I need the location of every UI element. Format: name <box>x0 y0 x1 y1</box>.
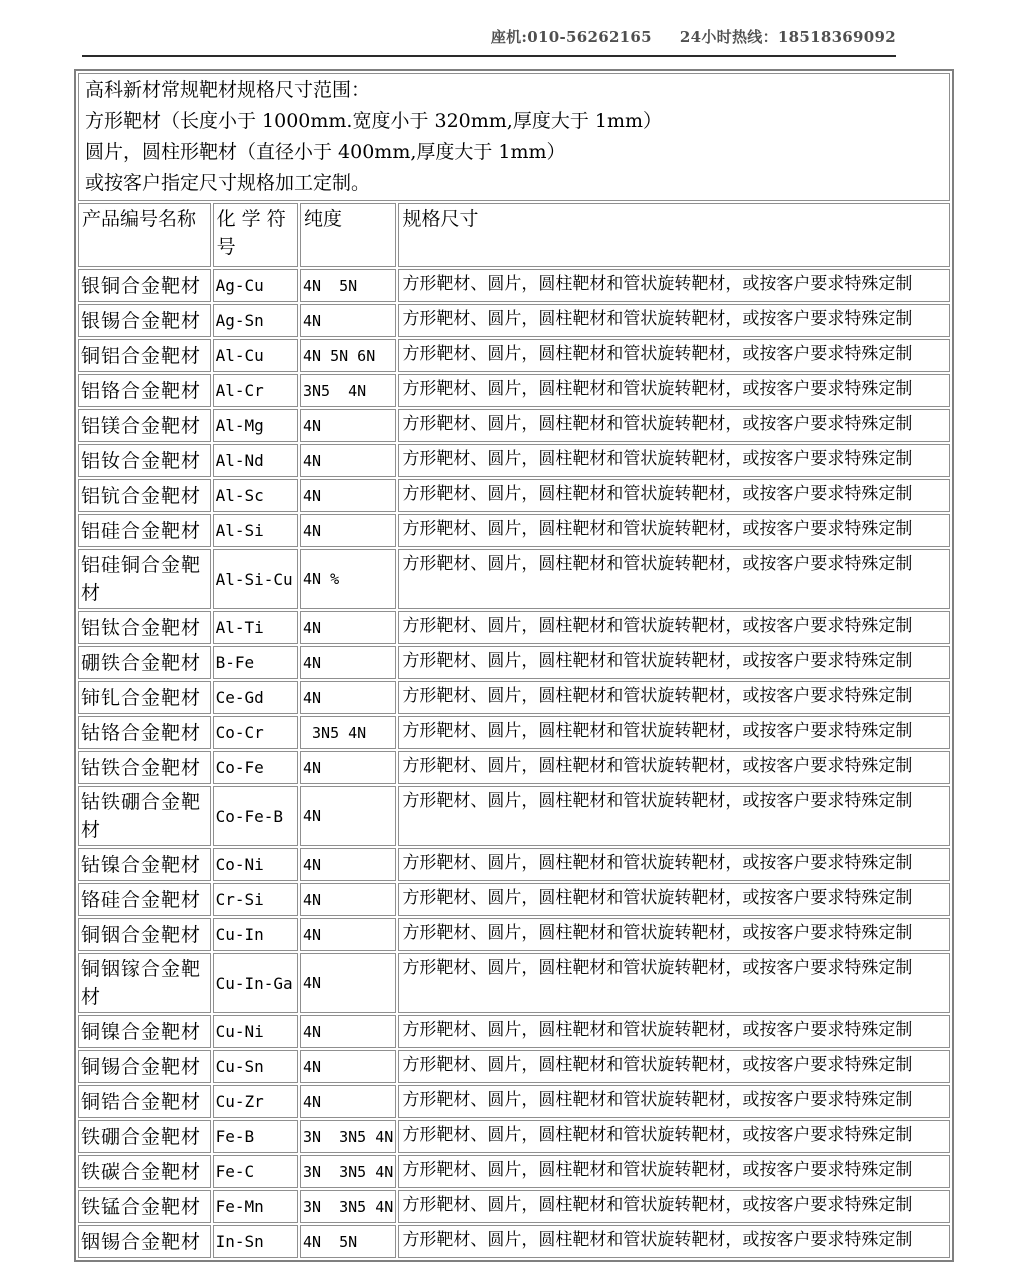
content-area <box>74 69 1024 1262</box>
table-row <box>78 1085 950 1118</box>
product-name-cell: 铜镍合金靶材 <box>78 1015 211 1048</box>
intro-line: 圆片，圆柱形靶材（直径小于 400mm,厚度大于 1mm） <box>85 141 566 163</box>
table-row <box>78 1155 950 1188</box>
purity-cell: 4N <box>300 1050 396 1083</box>
product-name-cell: 铝硅合金靶材 <box>78 514 211 547</box>
product-name-cell: 硼铁合金靶材 <box>78 646 211 679</box>
spec-size-cell: 方形靶材、圆片，圆柱靶材和管状旋转靶材，或按客户要求特殊定制 <box>398 409 950 442</box>
product-name-cell: 钴铁合金靶材 <box>78 751 211 784</box>
product-name-cell: 铜铟合金靶材 <box>78 918 211 951</box>
chemical-symbol-cell: Cu-Sn <box>213 1050 298 1083</box>
chemical-symbol-cell: Cu-In <box>213 918 298 951</box>
chemical-symbol-cell: Al-Si-Cu <box>213 549 298 609</box>
target-table-body <box>78 269 950 1258</box>
product-name-cell: 铝钪合金靶材 <box>78 479 211 512</box>
purity-cell: 4N <box>300 786 396 846</box>
spec-size-cell: 方形靶材、圆片，圆柱靶材和管状旋转靶材，或按客户要求特殊定制 <box>398 444 950 477</box>
purity-cell: 4N 5N <box>300 1225 396 1258</box>
table-row <box>78 751 950 784</box>
chemical-symbol-cell: Fe-Mn <box>213 1190 298 1223</box>
table-row <box>78 786 950 846</box>
intro-row <box>78 73 950 201</box>
landline-number: 座机:010-56262165 <box>490 28 652 46</box>
chemical-symbol-cell: In-Sn <box>213 1225 298 1258</box>
table-row <box>78 1015 950 1048</box>
chemical-symbol-cell: Cu-In-Ga <box>213 953 298 1013</box>
spec-size-cell: 方形靶材、圆片，圆柱靶材和管状旋转靶材，或按客户要求特殊定制 <box>398 611 950 644</box>
header-product-name: 产品编号名称 <box>78 203 211 267</box>
product-name-cell: 铁锰合金靶材 <box>78 1190 211 1223</box>
chemical-symbol-cell: Co-Ni <box>213 848 298 881</box>
chemical-symbol-cell: Al-Cr <box>213 374 298 407</box>
product-name-cell: 铬硅合金靶材 <box>78 883 211 916</box>
table-row <box>78 1190 950 1223</box>
chemical-symbol-cell: B-Fe <box>213 646 298 679</box>
table-row <box>78 716 950 749</box>
table-row <box>78 339 950 372</box>
spec-size-cell: 方形靶材、圆片，圆柱靶材和管状旋转靶材，或按客户要求特殊定制 <box>398 953 950 1013</box>
product-name-cell: 铜锆合金靶材 <box>78 1085 211 1118</box>
chemical-symbol-cell: Co-Cr <box>213 716 298 749</box>
purity-cell: 4N <box>300 479 396 512</box>
purity-cell: 4N <box>300 611 396 644</box>
purity-cell: 4N <box>300 918 396 951</box>
purity-cell: 4N <box>300 848 396 881</box>
purity-cell: 4N <box>300 1085 396 1118</box>
table-row <box>78 1050 950 1083</box>
purity-cell: 3N5 4N <box>300 716 396 749</box>
purity-cell: 4N <box>300 646 396 679</box>
spec-size-cell: 方形靶材、圆片，圆柱靶材和管状旋转靶材，或按客户要求特殊定制 <box>398 786 950 846</box>
product-name-cell: 铝钛合金靶材 <box>78 611 211 644</box>
hotline-number: 24小时热线：18518369092 <box>679 28 896 46</box>
table-row <box>78 953 950 1013</box>
chemical-symbol-cell: Fe-C <box>213 1155 298 1188</box>
header-chemical-symbol: 化 学 符 号 <box>213 203 298 267</box>
table-row <box>78 646 950 679</box>
chemical-symbol-cell: Al-Nd <box>213 444 298 477</box>
chemical-symbol-cell: Co-Fe-B <box>213 786 298 846</box>
spec-size-cell: 方形靶材、圆片，圆柱靶材和管状旋转靶材，或按客户要求特殊定制 <box>398 751 950 784</box>
purity-cell: 4N <box>300 304 396 337</box>
target-spec-table <box>74 69 954 1262</box>
product-name-cell: 铜锡合金靶材 <box>78 1050 211 1083</box>
header-spec-size: 规格尺寸 <box>398 203 950 267</box>
spec-size-cell: 方形靶材、圆片，圆柱靶材和管状旋转靶材，或按客户要求特殊定制 <box>398 1155 950 1188</box>
product-name-cell: 铟锡合金靶材 <box>78 1225 211 1258</box>
spec-size-cell: 方形靶材、圆片，圆柱靶材和管状旋转靶材，或按客户要求特殊定制 <box>398 1015 950 1048</box>
page <box>0 26 1024 1262</box>
spec-size-cell: 方形靶材、圆片，圆柱靶材和管状旋转靶材，或按客户要求特殊定制 <box>398 514 950 547</box>
product-name-cell: 铜铝合金靶材 <box>78 339 211 372</box>
table-row <box>78 681 950 714</box>
product-name-cell: 铈钆合金靶材 <box>78 681 211 714</box>
product-name-cell: 钴铬合金靶材 <box>78 716 211 749</box>
chemical-symbol-cell: Cu-Zr <box>213 1085 298 1118</box>
table-row <box>78 269 950 302</box>
product-name-cell: 银锡合金靶材 <box>78 304 211 337</box>
table-row <box>78 611 950 644</box>
product-name-cell: 钴铁硼合金靶材 <box>78 786 211 846</box>
product-name-cell: 银铜合金靶材 <box>78 269 211 302</box>
table-row <box>78 304 950 337</box>
purity-cell: 4N <box>300 953 396 1013</box>
table-row <box>78 918 950 951</box>
table-row <box>78 514 950 547</box>
product-name-cell: 铁硼合金靶材 <box>78 1120 211 1153</box>
table-row <box>78 848 950 881</box>
chemical-symbol-cell: Al-Mg <box>213 409 298 442</box>
purity-cell: 4N <box>300 1015 396 1048</box>
product-name-cell: 钴镍合金靶材 <box>78 848 211 881</box>
spec-size-cell: 方形靶材、圆片，圆柱靶材和管状旋转靶材，或按客户要求特殊定制 <box>398 1085 950 1118</box>
spec-size-cell: 方形靶材、圆片，圆柱靶材和管状旋转靶材，或按客户要求特殊定制 <box>398 479 950 512</box>
header-row <box>78 203 950 267</box>
spec-size-cell: 方形靶材、圆片，圆柱靶材和管状旋转靶材，或按客户要求特殊定制 <box>398 1190 950 1223</box>
product-name-cell: 铝硅铜合金靶材 <box>78 549 211 609</box>
chemical-symbol-cell: Ag-Cu <box>213 269 298 302</box>
purity-cell: 4N <box>300 883 396 916</box>
spec-size-cell: 方形靶材、圆片，圆柱靶材和管状旋转靶材，或按客户要求特殊定制 <box>398 1120 950 1153</box>
table-row <box>78 374 950 407</box>
spec-size-cell: 方形靶材、圆片，圆柱靶材和管状旋转靶材，或按客户要求特殊定制 <box>398 848 950 881</box>
product-name-cell: 铁碳合金靶材 <box>78 1155 211 1188</box>
chemical-symbol-cell: Co-Fe <box>213 751 298 784</box>
product-name-cell: 铜铟镓合金靶材 <box>78 953 211 1013</box>
product-name-cell: 铝铬合金靶材 <box>78 374 211 407</box>
table-row <box>78 479 950 512</box>
purity-cell: 4N <box>300 409 396 442</box>
spec-size-cell: 方形靶材、圆片，圆柱靶材和管状旋转靶材，或按客户要求特殊定制 <box>398 1225 950 1258</box>
chemical-symbol-cell: Ag-Sn <box>213 304 298 337</box>
chemical-symbol-cell: Cu-Ni <box>213 1015 298 1048</box>
spec-size-cell: 方形靶材、圆片，圆柱靶材和管状旋转靶材，或按客户要求特殊定制 <box>398 716 950 749</box>
table-row <box>78 1120 950 1153</box>
table-row <box>78 1225 950 1258</box>
purity-cell: 4N 5N 6N <box>300 339 396 372</box>
spec-size-cell: 方形靶材、圆片，圆柱靶材和管状旋转靶材，或按客户要求特殊定制 <box>398 646 950 679</box>
purity-cell: 3N 3N5 4N <box>300 1190 396 1223</box>
chemical-symbol-cell: Cr-Si <box>213 883 298 916</box>
chemical-symbol-cell: Fe-B <box>213 1120 298 1153</box>
divider-line <box>82 55 896 57</box>
purity-cell: 4N <box>300 681 396 714</box>
intro-line: 高科新材常规靶材规格尺寸范围： <box>85 79 371 101</box>
table-row <box>78 549 950 609</box>
spec-size-cell: 方形靶材、圆片，圆柱靶材和管状旋转靶材，或按客户要求特殊定制 <box>398 269 950 302</box>
purity-cell: 4N 5N <box>300 269 396 302</box>
intro-cell <box>78 73 950 201</box>
table-row <box>78 883 950 916</box>
table-row <box>78 444 950 477</box>
intro-line: 方形靶材（长度小于 1000mm.宽度小于 320mm,厚度大于 1mm） <box>85 110 663 132</box>
spec-size-cell: 方形靶材、圆片，圆柱靶材和管状旋转靶材，或按客户要求特殊定制 <box>398 304 950 337</box>
contact-bar <box>82 26 896 47</box>
purity-cell: 3N 3N5 4N <box>300 1120 396 1153</box>
spec-size-cell: 方形靶材、圆片，圆柱靶材和管状旋转靶材，或按客户要求特殊定制 <box>398 883 950 916</box>
spec-size-cell: 方形靶材、圆片，圆柱靶材和管状旋转靶材，或按客户要求特殊定制 <box>398 339 950 372</box>
chemical-symbol-cell: Al-Sc <box>213 479 298 512</box>
spec-size-cell: 方形靶材、圆片，圆柱靶材和管状旋转靶材，或按客户要求特殊定制 <box>398 374 950 407</box>
spec-size-cell: 方形靶材、圆片，圆柱靶材和管状旋转靶材，或按客户要求特殊定制 <box>398 681 950 714</box>
chemical-symbol-cell: Al-Cu <box>213 339 298 372</box>
purity-cell: 3N5 4N <box>300 374 396 407</box>
chemical-symbol-cell: Al-Ti <box>213 611 298 644</box>
spec-size-cell: 方形靶材、圆片，圆柱靶材和管状旋转靶材，或按客户要求特殊定制 <box>398 918 950 951</box>
purity-cell: 4N <box>300 751 396 784</box>
header-purity: 纯度 <box>300 203 396 267</box>
spec-size-cell: 方形靶材、圆片，圆柱靶材和管状旋转靶材，或按客户要求特殊定制 <box>398 1050 950 1083</box>
spec-size-cell: 方形靶材、圆片，圆柱靶材和管状旋转靶材，或按客户要求特殊定制 <box>398 549 950 609</box>
purity-cell: 4N % <box>300 549 396 609</box>
product-name-cell: 铝钕合金靶材 <box>78 444 211 477</box>
intro-line: 或按客户指定尺寸规格加工定制。 <box>85 172 371 194</box>
purity-cell: 4N <box>300 514 396 547</box>
table-row <box>78 409 950 442</box>
chemical-symbol-cell: Ce-Gd <box>213 681 298 714</box>
purity-cell: 3N 3N5 4N <box>300 1155 396 1188</box>
purity-cell: 4N <box>300 444 396 477</box>
product-name-cell: 铝镁合金靶材 <box>78 409 211 442</box>
chemical-symbol-cell: Al-Si <box>213 514 298 547</box>
